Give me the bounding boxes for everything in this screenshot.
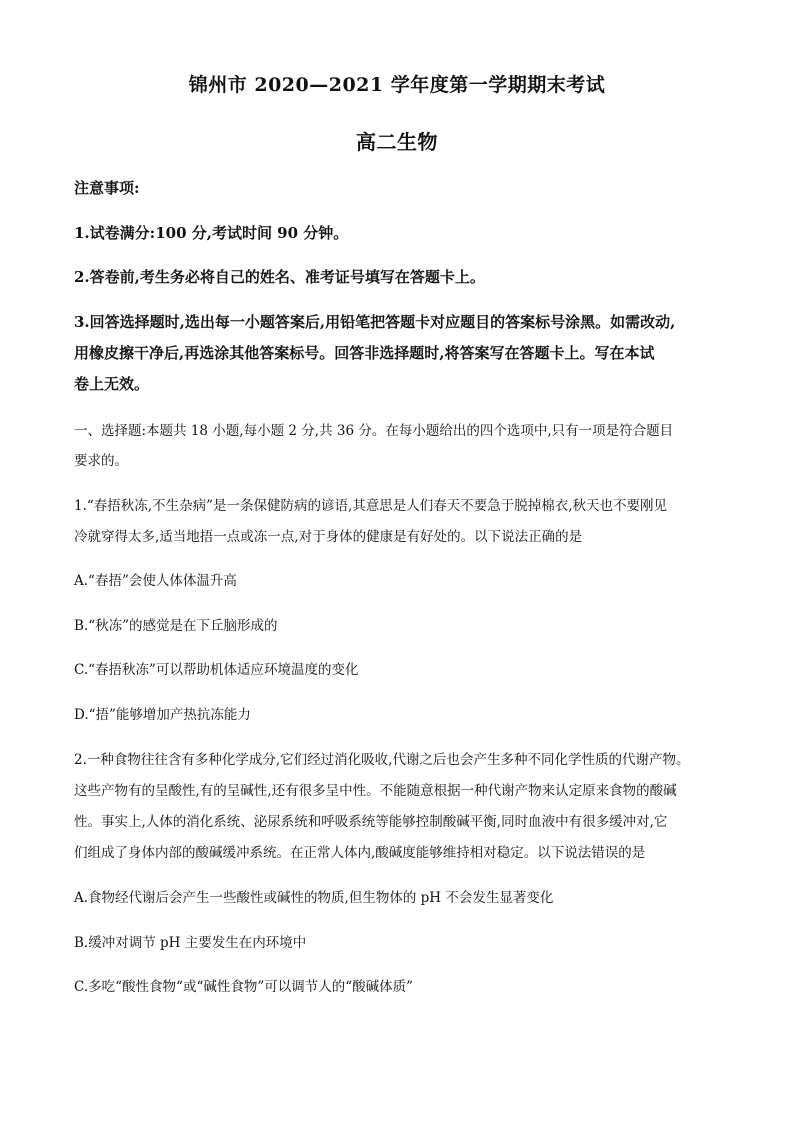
q2-stem-line-1: 2.一种食物往往含有多种化学成分,它们经过消化吸收,代谢之后也会产生多种不同化学性质的代谢产物。: [74, 752, 690, 768]
q1-option-a: A.“春捂”会使人体体温升高: [74, 573, 237, 589]
q1-option-c: C.“春捂秋冻”可以帮助机体适应环境温度的变化: [74, 662, 359, 678]
q1-stem-line-1: 1.“春捂秋冻,不生杂病”是一条保健防病的谚语,其意思是人们春天不要急于脱掉棉衣,秋天也不要刚见: [74, 498, 668, 514]
q2-stem-line-3: 性。事实上,人体的消化系统、泌尿系统和呼吸系统等能够控制酸碱平衡,同时血液中有很多缓冲对,它: [74, 814, 668, 830]
q2-option-a: A.食物经代谢后会产生一些酸性或碱性的物质,但生物体的 pH 不会发生显著变化: [74, 890, 554, 906]
notice-item-2: 2.答卷前,考生务必将自己的姓名、准考证号填写在答题卡上。: [74, 268, 485, 286]
notice-heading: 注意事项:: [74, 179, 140, 197]
q2-option-b: B.缓冲对调节 pH 主要发生在内环境中: [74, 935, 307, 951]
notice-item-1: 1.试卷满分:100 分,考试时间 90 分钟。: [74, 224, 349, 242]
q2-stem-line-4: 们组成了身体内部的酸碱缓冲系统。在正常人体内,酸碱度能够维持相对稳定。以下说法错误的是: [74, 845, 646, 861]
exam-title: 锦州市 2020—2021 学年度第一学期期末考试: [188, 74, 606, 96]
notice-item-3-line-1: 3.回答选择题时,选出每一小题答案后,用铅笔把答题卡对应题目的答案标号涂黑。如需改动,: [74, 313, 676, 331]
subject-title: 高二生物: [356, 130, 438, 154]
section-intro-line-2: 要求的。: [74, 453, 128, 469]
q1-stem-line-2: 冷就穿得太多,适当地捂一点或冻一点,对于身体的健康是有好处的。以下说法正确的是: [74, 529, 583, 545]
notice-item-3-line-2: 用橡皮擦干净后,再选涂其他答案标号。回答非选择题时,将答案写在答题卡上。写在本试: [74, 344, 655, 362]
q1-option-d: D.“捂”能够增加产热抗冻能力: [74, 707, 251, 723]
q2-option-c: C.多吃“酸性食物“或“碱性食物”可以调节人的“酸碱体质”: [74, 979, 414, 995]
q1-option-b: B.“秋冻”的感觉是在下丘脑形成的: [74, 618, 278, 634]
section-intro-line-1: 一、选择题:本题共 18 小题,每小题 2 分,共 36 分。在每小题给出的四个选项中,只有一项是符合题目: [74, 423, 674, 439]
notice-item-3-line-3: 卷上无效。: [74, 375, 150, 393]
q2-stem-line-2: 这些产物有的呈酸性,有的呈碱性,还有很多呈中性。不能随意根据一种代谢产物来认定原来食物的酸碱: [74, 783, 677, 799]
